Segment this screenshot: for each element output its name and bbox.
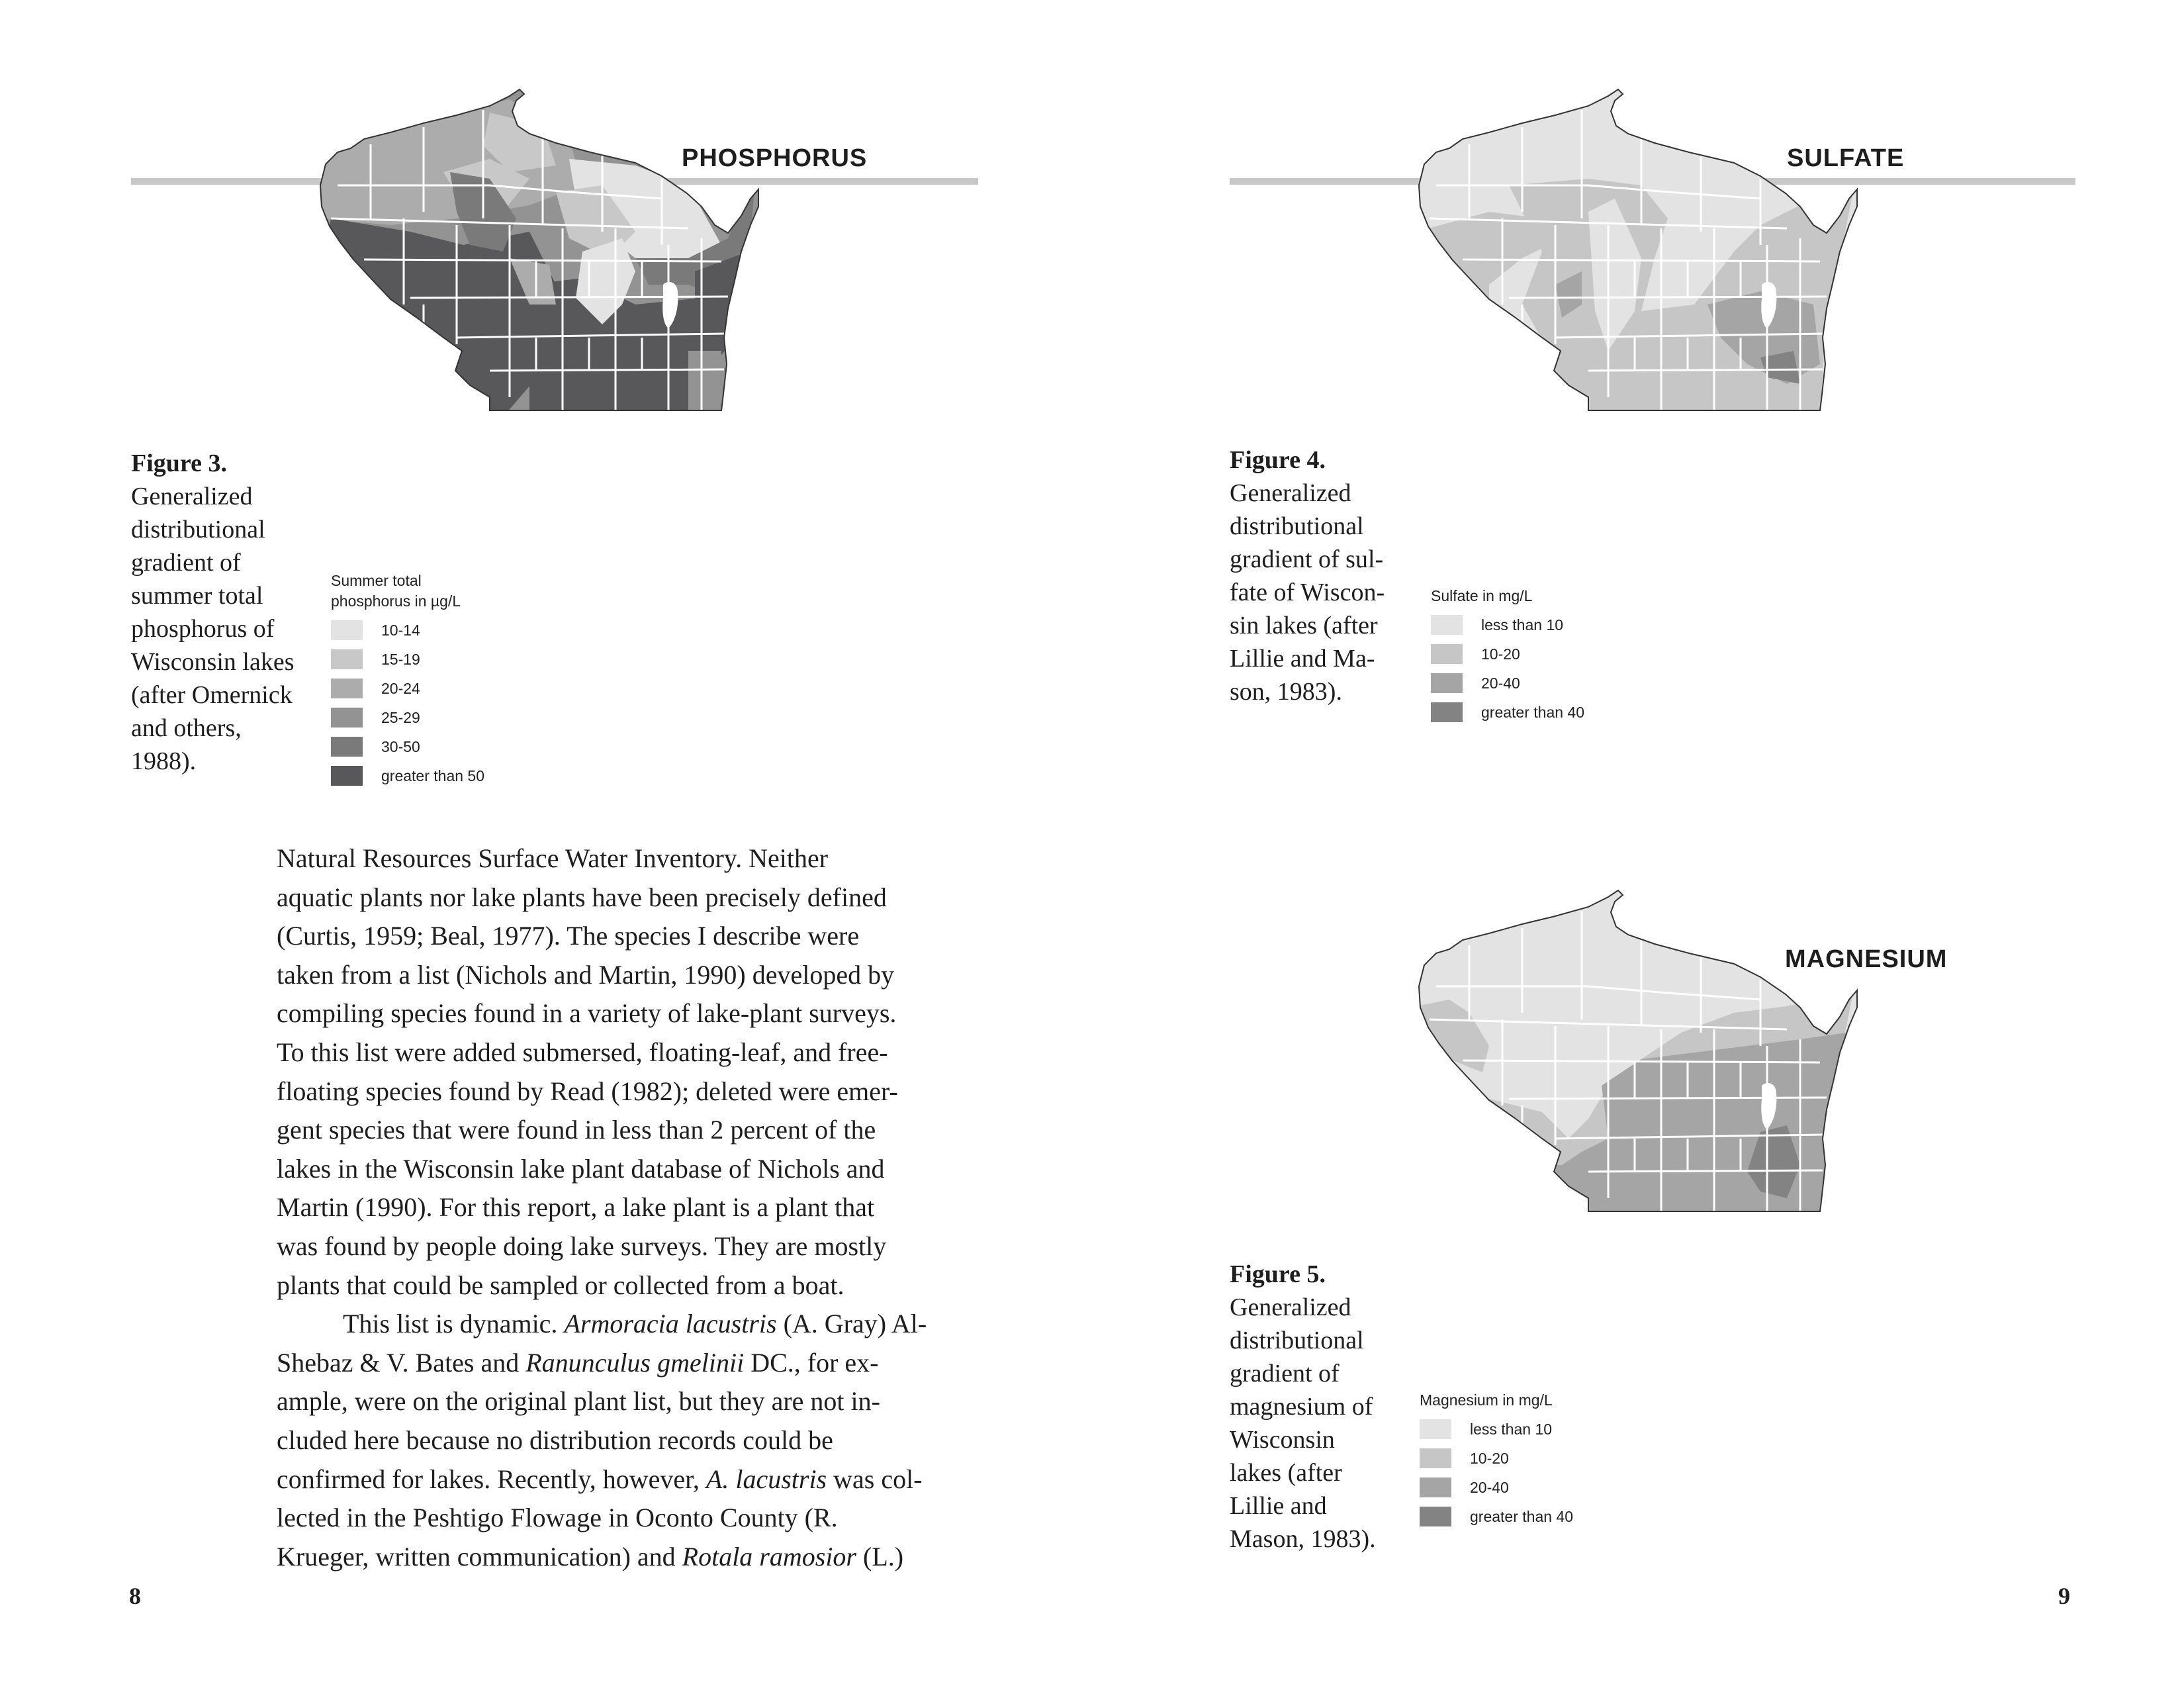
- body-line: aquatic plants nor lake plants have been precisely defined: [277, 882, 887, 912]
- caption-line: phosphorus of: [131, 615, 275, 643]
- legend-item: [1420, 1473, 1573, 1502]
- legend-item: [331, 732, 484, 761]
- body-line: ample, were on the original plant list, but they are not in-: [277, 1386, 880, 1417]
- caption-line: Lillie and: [1230, 1492, 1327, 1520]
- text-run: (A. Gray) Al-: [776, 1309, 927, 1339]
- legend-item: [1420, 1415, 1573, 1444]
- legend-swatch: [1420, 1477, 1451, 1497]
- legend-swatch: [331, 708, 363, 727]
- caption-line: 1988).: [131, 747, 197, 775]
- legend-swatch: [1420, 1507, 1451, 1526]
- caption-line: Generalized: [1230, 479, 1351, 507]
- phosphorus-legend: [331, 571, 484, 790]
- caption-line: lakes (after: [1230, 1459, 1342, 1487]
- legend-item: [331, 616, 484, 645]
- page-number-right: 9: [2058, 1583, 2070, 1609]
- caption-line: fate of Wiscon-: [1230, 579, 1385, 606]
- figure5-label: Figure 5.: [1230, 1260, 1326, 1288]
- legend-label: less than 10: [1481, 616, 1564, 633]
- caption-line: distributional: [1230, 1327, 1364, 1354]
- body-line: lected in the Peshtigo Flowage in Oconto County (R.: [277, 1503, 838, 1533]
- body-line: [277, 1538, 972, 1577]
- legend-label: 20-40: [1470, 1478, 1509, 1496]
- sulfate-legend: [1431, 586, 1584, 727]
- body-line: floating species found by Read (1982); deleted were emer-: [277, 1076, 898, 1106]
- text-run: (L.): [856, 1541, 904, 1571]
- caption-line: distributional: [1230, 512, 1364, 540]
- caption-line: gradient of: [1230, 1360, 1340, 1387]
- caption-line: Lillie and Ma-: [1230, 645, 1375, 673]
- caption-line: (after Omernick: [131, 681, 293, 709]
- legend-label: 30-50: [381, 737, 420, 755]
- sulfate-map: [1390, 86, 1893, 417]
- body-line: cluded here because no distribution records could be: [277, 1425, 833, 1455]
- species-name: A. lacustris: [705, 1464, 827, 1494]
- text-run: confirmed for lakes. Recently, however,: [277, 1464, 706, 1494]
- legend-item: [1431, 610, 1584, 639]
- caption-line: summer total: [131, 582, 263, 610]
- caption-line: magnesium of: [1230, 1393, 1373, 1421]
- legend-swatch: [331, 649, 363, 669]
- legend-label: 20-40: [1481, 674, 1520, 692]
- legend-title: Magnesium in mg/L: [1420, 1391, 1553, 1409]
- legend-label: 20-24: [381, 679, 420, 697]
- body-line: To this list were added submersed, floating-leaf, and free-: [277, 1037, 888, 1067]
- caption-line: Generalized: [1230, 1293, 1351, 1321]
- species-name: Rotala ramosior: [682, 1541, 856, 1571]
- legend-title: Summer total: [331, 572, 422, 589]
- figure5-caption: [1230, 1258, 1402, 1556]
- caption-line: son, 1983).: [1230, 678, 1342, 706]
- legend-label: less than 10: [1470, 1420, 1553, 1438]
- legend-label: greater than 40: [1481, 703, 1585, 721]
- body-line: (Curtis, 1959; Beal, 1977). The species I describe were: [277, 921, 860, 951]
- legend-swatch: [331, 737, 363, 757]
- body-line: Natural Resources Surface Water Inventory. Neither: [277, 843, 829, 873]
- text-run: DC., for ex-: [744, 1347, 879, 1378]
- body-line: [277, 1305, 972, 1344]
- legend-item: [1420, 1444, 1573, 1473]
- figure3-label: Figure 3.: [131, 449, 227, 477]
- caption-line: gradient of sul-: [1230, 545, 1384, 573]
- caption-line: distributional: [131, 516, 265, 543]
- caption-line: Mason, 1983).: [1230, 1525, 1376, 1553]
- legend-swatch: [1431, 615, 1463, 635]
- caption-line: gradient of: [131, 549, 241, 577]
- legend-label: 10-20: [1481, 645, 1520, 663]
- legend-swatch: [1431, 673, 1463, 693]
- phosphorus-heading: PHOSPHORUS: [682, 144, 868, 172]
- magnesium-map: [1390, 887, 1893, 1218]
- text-run: This list is dynamic.: [343, 1309, 565, 1339]
- legend-swatch: [331, 620, 363, 640]
- legend-label: 15-19: [381, 650, 420, 668]
- legend-swatch: [331, 679, 363, 698]
- magnesium-legend: [1420, 1390, 1573, 1531]
- figure4-caption: [1230, 444, 1402, 708]
- body-line: [277, 1460, 972, 1499]
- figure4-label: Figure 4.: [1230, 446, 1326, 474]
- body-line: was found by people doing lake surveys. They are mostly: [277, 1231, 887, 1261]
- body-line: compiling species found in a variety of lake-plant surveys.: [277, 998, 897, 1029]
- legend-item: [331, 645, 484, 674]
- legend-title: phosphorus in µg/L: [331, 592, 461, 610]
- caption-line: sin lakes (after: [1230, 612, 1378, 639]
- body-line: Martin (1990). For this report, a lake plant is a plant that: [277, 1192, 875, 1223]
- legend-item: [331, 674, 484, 703]
- body-line: taken from a list (Nichols and Martin, 1990) developed by: [277, 959, 895, 990]
- page-number-left: 8: [129, 1583, 141, 1609]
- legend-item: [1431, 639, 1584, 669]
- legend-title: Sulfate in mg/L: [1431, 587, 1533, 604]
- magnesium-heading: MAGNESIUM: [1785, 945, 1948, 973]
- phosphorus-map: [291, 86, 794, 417]
- legend-item: [1420, 1502, 1573, 1531]
- legend-swatch: [1420, 1448, 1451, 1468]
- legend-label: greater than 50: [381, 767, 485, 784]
- sulfate-heading: SULFATE: [1787, 144, 1905, 172]
- text-run: Shebaz & V. Bates and: [277, 1347, 526, 1378]
- caption-line: Wisconsin: [1230, 1426, 1335, 1454]
- legend-swatch: [1420, 1419, 1451, 1439]
- legend-item: [1431, 698, 1584, 727]
- legend-swatch: [1431, 702, 1463, 722]
- body-line: gent species that were found in less than 2 percent of the: [277, 1115, 876, 1145]
- legend-label: greater than 40: [1470, 1507, 1574, 1525]
- body-line: plants that could be sampled or collected from a boat.: [277, 1270, 844, 1300]
- legend-item: [1431, 669, 1584, 698]
- species-name: Armoracia lacustris: [564, 1309, 777, 1339]
- legend-swatch: [331, 766, 363, 786]
- legend-label: 25-29: [381, 708, 420, 726]
- legend-item: [331, 761, 484, 790]
- text-run: was col-: [827, 1464, 923, 1494]
- body-text: [277, 839, 972, 1576]
- caption-line: Wisconsin lakes: [131, 648, 295, 676]
- legend-item: [331, 703, 484, 732]
- caption-line: Generalized: [131, 483, 253, 510]
- species-name: Ranunculus gmelinii: [525, 1347, 745, 1378]
- body-line: [277, 1344, 972, 1383]
- figure3-caption: [131, 447, 316, 778]
- text-run: Krueger, written communication) and: [277, 1541, 682, 1571]
- caption-line: and others,: [131, 714, 242, 742]
- legend-label: 10-14: [381, 621, 420, 639]
- legend-label: 10-20: [1470, 1449, 1509, 1467]
- body-line: lakes in the Wisconsin lake plant database of Nichols and: [277, 1153, 885, 1184]
- legend-swatch: [1431, 644, 1463, 664]
